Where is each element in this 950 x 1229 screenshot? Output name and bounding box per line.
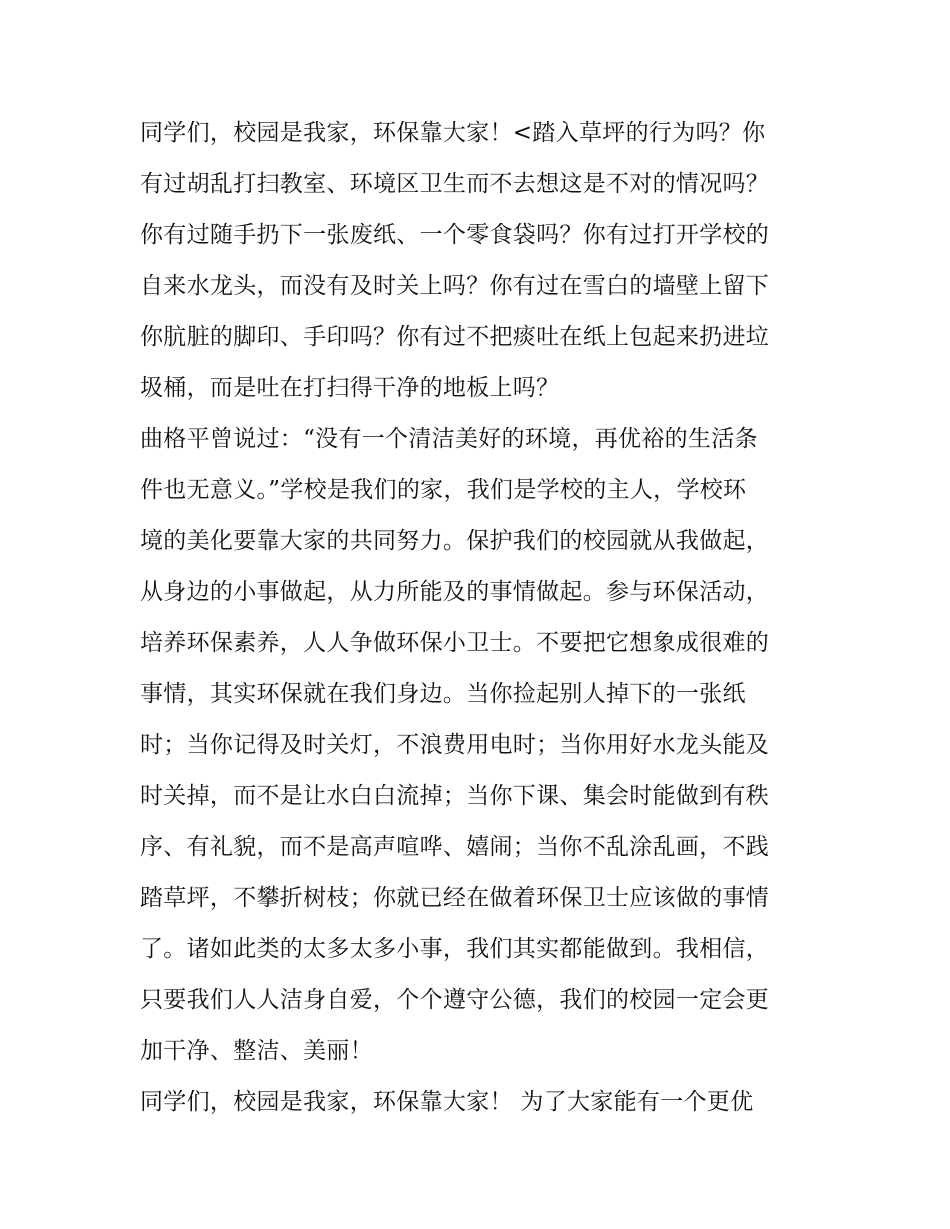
text-line: 序、有礼貌，而不是高声喧哗、嬉闹；当你不乱涂乱画，不践 xyxy=(140,834,770,860)
text-line: 从身边的小事做起，从力所能及的事情做起。参与环保活动， xyxy=(140,579,770,605)
text-line: 自来水龙头，而没有及时关上吗？你有过在雪白的墙壁上留下 xyxy=(140,273,770,299)
text-line: 同学们，校园是我家，环保靠大家！<踏入草坪的行为吗？你 xyxy=(140,120,766,146)
text-line: 曲格平曾说过：“没有一个清洁美好的环境，再优裕的生活条 xyxy=(140,426,758,452)
text-line: 加干净、整洁、美丽！ xyxy=(140,1038,373,1064)
text-line: 件也无意义。”学校是我们的家，我们是学校的主人，学校环 xyxy=(140,477,747,503)
text-line: 你肮脏的脚印、手印吗？你有过不把痰吐在纸上包起来扔进垃 xyxy=(140,324,770,350)
text-line: 培养环保素养，人人争做环保小卫士。不要把它想象成很难的 xyxy=(140,630,770,656)
text-line: 时关掉，而不是让水白白流掉；当你下课、集会时能做到有秩 xyxy=(140,783,770,809)
text-line: 了。诸如此类的太多太多小事，我们其实都能做到。我相信， xyxy=(140,936,770,962)
text-line: 境的美化要靠大家的共同努力。保护我们的校园就从我做起， xyxy=(140,528,770,554)
text-line: 踏草坪，不攀折树枝；你就已经在做着环保卫士应该做的事情 xyxy=(140,885,770,911)
text-line: 有过胡乱打扫教室、环境区卫生而不去想这是不对的情况吗？ xyxy=(140,171,770,197)
text-line: 你有过随手扔下一张废纸、一个零食袋吗？你有过打开学校的 xyxy=(140,222,770,248)
text-line: 同学们，校园是我家，环保靠大家！ 为了大家能有一个更优 xyxy=(140,1089,754,1115)
text-line: 事情，其实环保就在我们身边。当你捡起别人掉下的一张纸 xyxy=(140,681,746,707)
text-line: 圾桶，而是吐在打扫得干净的地板上吗？ xyxy=(140,375,560,401)
body-text xyxy=(140,108,820,1128)
text-line: 时；当你记得及时关灯，不浪费用电时；当你用好水龙头能及 xyxy=(140,732,770,758)
text-line: 只要我们人人洁身自爱，个个遵守公德，我们的校园一定会更 xyxy=(140,987,770,1013)
